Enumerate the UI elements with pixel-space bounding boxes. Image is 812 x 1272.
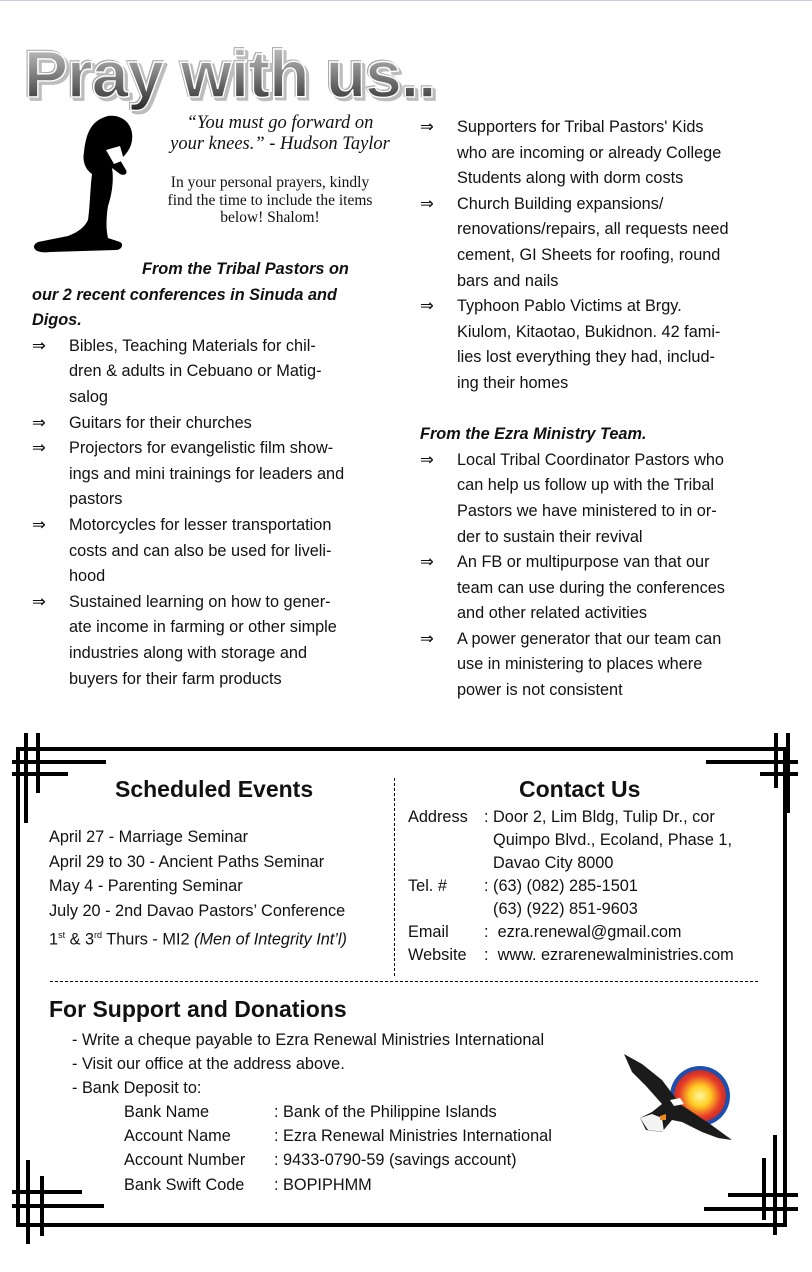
arrow-bullet-icon: ⇒ [420,118,434,136]
support-line: - Visit our office at the address above. [72,1055,345,1073]
arrow-bullet-icon: ⇒ [420,450,434,469]
bank-value: : Ezra Renewal Ministries International [274,1127,552,1146]
list-item [420,448,729,550]
event-item: April 29 to 30 - Ancient Paths Seminar [49,852,325,871]
contact-label: Address [408,808,468,826]
bank-row [124,1100,552,1124]
list-item [420,192,729,294]
list-item-line: pastors [69,490,123,509]
list-item-line: dren & adults in Cebuano or Matig- [69,362,322,381]
contact-list [408,806,734,967]
column-divider [394,778,395,976]
event-item: May 4 - Parenting Seminar [49,877,243,895]
contact-value: : (63) (082) 285-1501 [484,877,638,895]
list-item-line: Projectors for evangelistic film show- [69,439,334,458]
section-divider [50,981,758,982]
bank-details [124,1100,552,1197]
list-item-line: hood [69,567,106,586]
list-item-line: use in ministering to places where [457,655,703,674]
arrow-bullet-icon: ⇒ [420,194,434,213]
bank-value: : Bank of the Philippine Islands [274,1103,497,1121]
section-heading: Digos. [32,311,82,330]
list-item [32,590,349,692]
list-item-line: power is not consistent [457,681,623,700]
list-item-line: ate income in farming or other simple [69,618,337,637]
arrow-bullet-icon: ⇒ [32,413,46,432]
event-item: April 27 - Marriage Seminar [49,828,249,846]
contact-row [408,852,734,875]
bank-value: : BOPIPHMM [274,1175,372,1194]
list-item-line: Pastors we have ministered to in or- [457,501,717,520]
bank-label: Account Number [124,1151,246,1170]
contact-value: : www. ezrarenewalministries.com [484,946,734,964]
list-item [420,627,729,704]
list-item-line: salog [69,387,108,406]
contact-label: Email [408,923,449,941]
arrow-bullet-icon: ⇒ [420,553,434,572]
list-item [420,115,729,192]
contact-label [408,829,484,852]
intro-line: below! Shalom! [220,209,320,226]
list-item-line: and other related activities [457,604,648,623]
support-list [72,1028,544,1100]
bank-row [124,1148,552,1172]
list-item-line: costs and can also be used for liveli- [69,541,332,560]
list-item-line: buyers for their farm products [69,669,282,688]
arrow-bullet-icon: ⇒ [32,515,46,534]
contact-row [408,806,734,829]
bank-row [124,1124,552,1148]
intro-line: find the time to include the items [167,191,373,209]
contact-value: : ezra.renewal@gmail.com [484,923,682,941]
list-item-line: Bibles, Teaching Materials for chil- [69,336,316,355]
spacer [420,397,729,423]
arrow-bullet-icon: ⇒ [420,629,434,648]
bank-label: Bank Name [124,1103,210,1121]
events-list [49,825,347,952]
support-line: - Bank Deposit to: [72,1079,202,1097]
section-heading: our 2 recent conferences in Sinuda and [32,285,337,304]
arrow-bullet-icon: ⇒ [32,336,46,355]
list-item-line: Supporters for Tribal Pastors' Kids [457,118,704,136]
contact-value: Quimpo Blvd., Ecoland, Phase 1, [484,831,732,849]
contact-row [408,829,734,852]
list-item-line: team can use during the conferences [457,578,725,597]
list-item-line: ing their homes [457,373,569,392]
list-item-line: industries along with storage and [69,643,308,662]
list-item-line: Students along with dorm costs [457,169,684,188]
list-item-line: renovations/repairs, all requests need [457,220,729,239]
list-item-line: who are incoming or already College [457,143,722,162]
intro-line: In your personal prayers, kindly [170,174,370,191]
contact-label: Tel. # [408,877,447,895]
contact-label [408,898,484,921]
bank-label: Account Name [124,1127,231,1146]
contact-value: : Door 2, Lim Bldg, Tulip Dr., cor [484,808,715,826]
contact-row [408,944,734,967]
page-title: Pray with us.. [24,37,436,111]
bank-label: Bank Swift Code [124,1175,245,1194]
contact-row [408,921,734,944]
support-heading: For Support and Donations [49,996,347,1022]
list-item-line: Typhoon Pablo Victims at Brgy. [457,297,682,316]
list-item-line: Local Tribal Coordinator Pastors who [457,450,724,469]
contact-label [408,852,484,875]
event-item: July 20 - 2nd Davao Pastors’ Conference [49,901,346,920]
intro-text [120,174,420,227]
contact-row [408,898,734,921]
contact-heading: Contact Us [519,776,641,802]
list-item [32,513,349,590]
list-item [32,334,349,411]
list-item [420,294,729,396]
list-item-line: Sustained learning on how to gener- [69,592,331,611]
quote-line: your knees.” - Hudson Taylor [170,134,390,154]
arrow-bullet-icon: ⇒ [32,439,46,458]
list-item-line: ings and mini trainings for leaders and [69,464,345,483]
list-item-line: lies lost everything they had, includ- [457,348,715,367]
list-item-line: Church Building expansions/ [457,194,664,213]
right-column [420,115,729,704]
list-item [32,411,349,437]
list-item-line: Kiulom, Kitaotao, Bukidnon. 42 fami- [457,322,721,341]
list-item [420,550,729,627]
arrow-bullet-icon: ⇒ [32,592,46,611]
list-item-line: can help us follow up with the Tribal [457,476,715,495]
list-item [32,436,349,513]
list-item-line: Guitars for their churches [69,413,252,432]
contact-value: Davao City 8000 [484,854,614,872]
list-item-line: bars and nails [457,271,559,290]
contact-value: (63) (922) 851-9603 [484,900,638,918]
list-item-line: Motorcycles for lesser transportation [69,515,332,534]
events-heading: Scheduled Events [115,776,314,802]
eagle-logo-icon [622,1046,737,1151]
list-item-line: der to sustain their revival [457,527,643,546]
contact-label: Website [408,946,467,964]
bank-value: : 9433-0790-59 (savings account) [274,1151,517,1170]
section-heading: From the Tribal Pastors on [142,260,349,278]
list-item-line: cement, GI Sheets for roofing, round [457,245,721,264]
list-item-line: A power generator that our team can [457,629,722,648]
list-item-line: An FB or multipurpose van that our [457,553,710,572]
quote [130,113,430,155]
contact-row [408,875,734,898]
page-top-rule [0,0,812,1]
support-line: - Write a cheque payable to Ezra Renewal Ministries International [72,1031,545,1049]
bank-row [124,1173,552,1197]
left-column [32,257,349,692]
event-item: 1st & 3rd Thurs - MI2 (Men of Integrity Int’l) [49,930,347,949]
quote-line: “You must go forward on [186,113,374,133]
section-heading: From the Ezra Ministry Team. [420,425,647,444]
arrow-bullet-icon: ⇒ [420,297,434,316]
